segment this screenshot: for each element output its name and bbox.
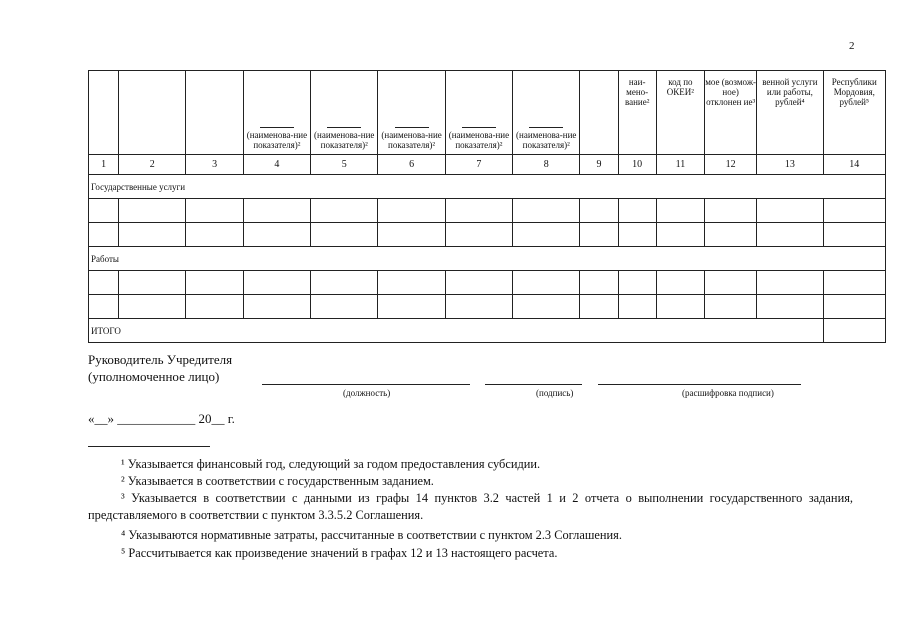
caption-decode: (расшифровка подписи) [682, 388, 774, 398]
table-cell [656, 271, 704, 295]
table-cell [618, 295, 656, 319]
table-row [89, 295, 886, 319]
table-cell [757, 271, 823, 295]
table-cell [378, 271, 445, 295]
signatory-title: Руководитель Учредителя [88, 352, 233, 367]
header-cell-7 [445, 71, 512, 155]
table-cell [757, 199, 823, 223]
column-number: 3 [186, 155, 243, 175]
column-number: 14 [823, 155, 885, 175]
column-number: 10 [618, 155, 656, 175]
table-row [89, 223, 886, 247]
table-cell [618, 223, 656, 247]
table-cell [243, 295, 310, 319]
table-cell [757, 223, 823, 247]
column-number: 13 [757, 155, 823, 175]
table-cell [580, 223, 618, 247]
table-cell [705, 295, 757, 319]
footnote-4: ⁴ Указываются нормативные затраты, рассчитанные в соответствии с пунктом 2.3 Соглашения. [121, 528, 622, 542]
total-label: ИТОГО [89, 319, 824, 343]
table-cell [445, 295, 512, 319]
total-value-cell [823, 319, 885, 343]
header-cell-4 [243, 71, 310, 155]
table-row [89, 271, 886, 295]
column-number: 2 [119, 155, 186, 175]
table-cell [311, 271, 378, 295]
table-cell [243, 223, 310, 247]
header-cell-13: венной услуги или работы, рублей⁴ [757, 71, 823, 155]
section-label-works: Работы [89, 247, 886, 271]
column-number: 1 [89, 155, 119, 175]
table-cell [119, 295, 186, 319]
header-cell-11: код по ОКЕИ² [656, 71, 704, 155]
caption-signature: (подпись) [536, 388, 574, 398]
page-number: 2 [849, 40, 855, 52]
table-cell [757, 295, 823, 319]
header-label-4: (наименова-ние показателя)² [246, 130, 308, 150]
date-line: «__» ____________ 20__ г. [88, 411, 235, 426]
table-cell [89, 271, 119, 295]
table-cell [89, 223, 119, 247]
table-cell [656, 223, 704, 247]
header-label-7: (наименова-ние показателя)² [448, 130, 510, 150]
header-cell-2 [119, 71, 186, 155]
table-cell [823, 295, 885, 319]
column-number: 4 [243, 155, 310, 175]
column-number: 9 [580, 155, 618, 175]
table-cell [513, 199, 580, 223]
column-number: 5 [311, 155, 378, 175]
table-cell [513, 223, 580, 247]
column-number: 6 [378, 155, 445, 175]
table-cell [823, 223, 885, 247]
table-cell [445, 199, 512, 223]
table-cell [186, 223, 243, 247]
section-label-services: Государственные услуги [89, 175, 886, 199]
table-cell [378, 295, 445, 319]
table-cell [618, 271, 656, 295]
header-row [89, 71, 886, 155]
table-cell [705, 199, 757, 223]
footnote-2: ² Указывается в соответствии с государственным заданием. [121, 474, 434, 488]
position-line [262, 384, 470, 385]
table-cell [580, 295, 618, 319]
table-cell [243, 271, 310, 295]
signature-line [485, 384, 582, 385]
section-row-services [89, 175, 886, 199]
footnote-1: ¹ Указывается финансовый год, следующий за годом предоставления субсидии. [121, 457, 541, 471]
table-cell [580, 199, 618, 223]
table-cell [378, 199, 445, 223]
column-number: 11 [656, 155, 704, 175]
table-cell [513, 271, 580, 295]
table-cell [89, 199, 119, 223]
header-label-5: (наименова-ние показателя)² [314, 130, 375, 150]
header-cell-9 [580, 71, 618, 155]
column-number: 12 [705, 155, 757, 175]
table-cell [243, 199, 310, 223]
column-number-row [89, 155, 886, 175]
header-cell-1 [89, 71, 119, 155]
calculation-table [88, 70, 886, 343]
table-cell [656, 199, 704, 223]
table-cell [186, 295, 243, 319]
table-cell [311, 223, 378, 247]
table-cell [823, 199, 885, 223]
table-cell [705, 271, 757, 295]
header-cell-14: Республики Мордовия, рублей⁵ [823, 71, 885, 155]
table-cell [89, 295, 119, 319]
header-cell-10: наи-мено-вание² [618, 71, 656, 155]
table-cell [311, 199, 378, 223]
table-cell [186, 271, 243, 295]
table-cell [618, 199, 656, 223]
column-number: 8 [513, 155, 580, 175]
header-label-6: (наименова-ние показателя)² [381, 130, 442, 150]
table-cell [186, 199, 243, 223]
table-row [89, 199, 886, 223]
header-cell-5 [311, 71, 378, 155]
caption-position: (должность) [343, 388, 391, 398]
signatory-subtitle: (уполномоченное лицо) [88, 369, 220, 384]
header-cell-8 [513, 71, 580, 155]
footnote-3: ³ Указывается в соответствии с данными из графы 14 пунктов 3.2 частей 1 и 2 отчета о выполнении государственного задания, представляемого в соответствии с пунктом 3.3.5.2 Соглашения. [88, 491, 853, 522]
table-cell [378, 223, 445, 247]
header-cell-12: мое (возмож-ное) отклонен ие³ [705, 71, 757, 155]
table-cell [311, 295, 378, 319]
total-row [89, 319, 886, 343]
footnote-5: ⁵ Рассчитывается как произведение значений в графах 12 и 13 настоящего расчета. [121, 546, 558, 560]
table-cell [823, 271, 885, 295]
table-cell [119, 223, 186, 247]
section-row-works [89, 247, 886, 271]
decode-line [598, 384, 801, 385]
header-cell-3 [186, 71, 243, 155]
table-cell [656, 295, 704, 319]
footnote-separator [88, 446, 210, 447]
table-cell [705, 223, 757, 247]
table-cell [445, 223, 512, 247]
table-cell [119, 199, 186, 223]
column-number: 7 [445, 155, 512, 175]
table-cell [119, 271, 186, 295]
header-cell-6 [378, 71, 445, 155]
table-cell [580, 271, 618, 295]
table-cell [445, 271, 512, 295]
table-cell [513, 295, 580, 319]
header-label-8: (наименова-ние показателя)² [516, 130, 577, 150]
